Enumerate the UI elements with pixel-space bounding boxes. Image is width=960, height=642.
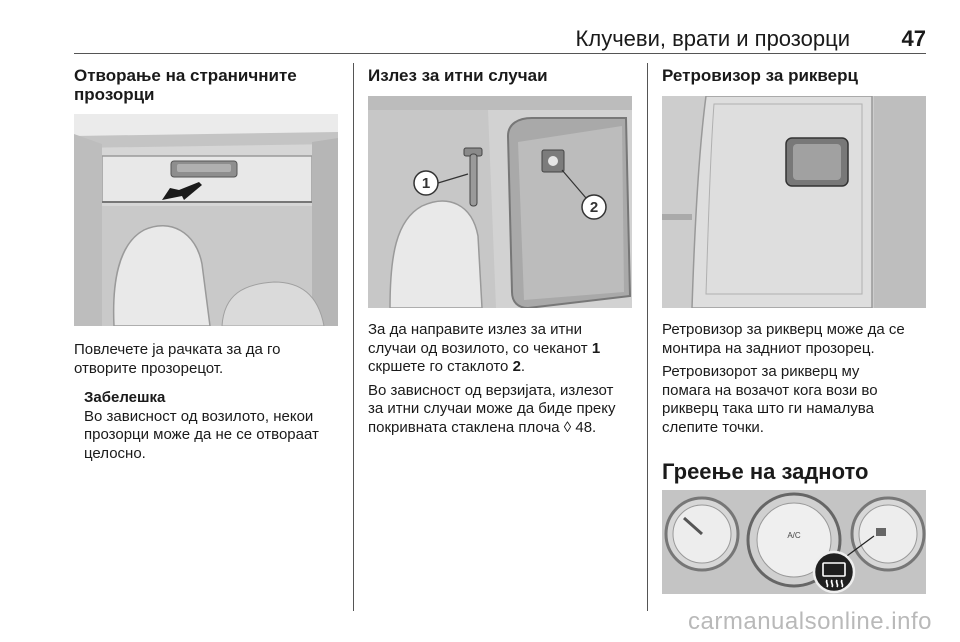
column-emergency-exit: [368, 66, 632, 85]
note-box: [74, 389, 338, 463]
reversing-mirror-paragraph-2: Ретровизорот за рикверц му помага на возачот кога вози во рикверц така што ги намалува слепите точки.: [662, 363, 878, 436]
note-text: Во зависност од возилото, некои прозорци може да не се отвораат целосно.: [84, 407, 319, 462]
page-reference-arrow-icon[interactable]: ◊: [563, 418, 572, 436]
section-heading-rear-window-heating: Греење на задното: [662, 459, 869, 484]
page-header: [74, 26, 926, 52]
side-windows-instruction: Повлечете ја рачката за да го отворите прозорецот.: [74, 341, 281, 377]
watermark: carmanualsonline.info: [688, 608, 932, 635]
note-heading: Забелешка: [84, 389, 166, 406]
reversing-mirror-illustration: [662, 96, 926, 308]
ac-label: A/C: [787, 531, 801, 540]
header-rule: [74, 53, 926, 54]
emergency-exit-body: [368, 321, 632, 437]
column-side-windows: [74, 66, 338, 104]
section-heading-reversing-mirror: Ретровизор за рикверц: [662, 66, 858, 85]
section-heading-side-windows: Отворање на страничните прозорци: [74, 66, 297, 104]
emergency-exit-illustration: [368, 96, 632, 308]
column-divider-1: [353, 63, 354, 611]
callout-1: 1: [421, 175, 431, 192]
callout-2: 2: [589, 199, 599, 216]
rear-window-defrost-button[interactable]: [814, 552, 854, 592]
side-window-illustration: [74, 114, 338, 326]
emergency-exit-paragraph-2: Во зависност од верзијата, излезот за итни случаи може да биде преку покривната стаклена плоча ◊ 48.: [368, 381, 616, 436]
emergency-exit-paragraph-1: За да направите излез за итни случаи од возилото, со чеканот 1 скршете го стаклото 2.: [368, 321, 601, 375]
section-heading-emergency-exit: Излез за итни случаи: [368, 66, 548, 85]
page-reference-link[interactable]: 48.: [571, 418, 597, 436]
column-divider-2: [647, 63, 648, 611]
page-number: 47: [901, 26, 926, 51]
reversing-mirror-paragraph-1: Ретровизор за рикверц може да се монтира на задниот прозорец.: [662, 321, 905, 357]
reversing-mirror-body: [662, 321, 926, 511]
side-windows-body: [74, 341, 338, 463]
chapter-title: Клучеви, врати и прозорци: [575, 26, 850, 51]
rear-window-heating-illustration: [662, 490, 926, 594]
column-reversing-mirror: [662, 66, 926, 85]
